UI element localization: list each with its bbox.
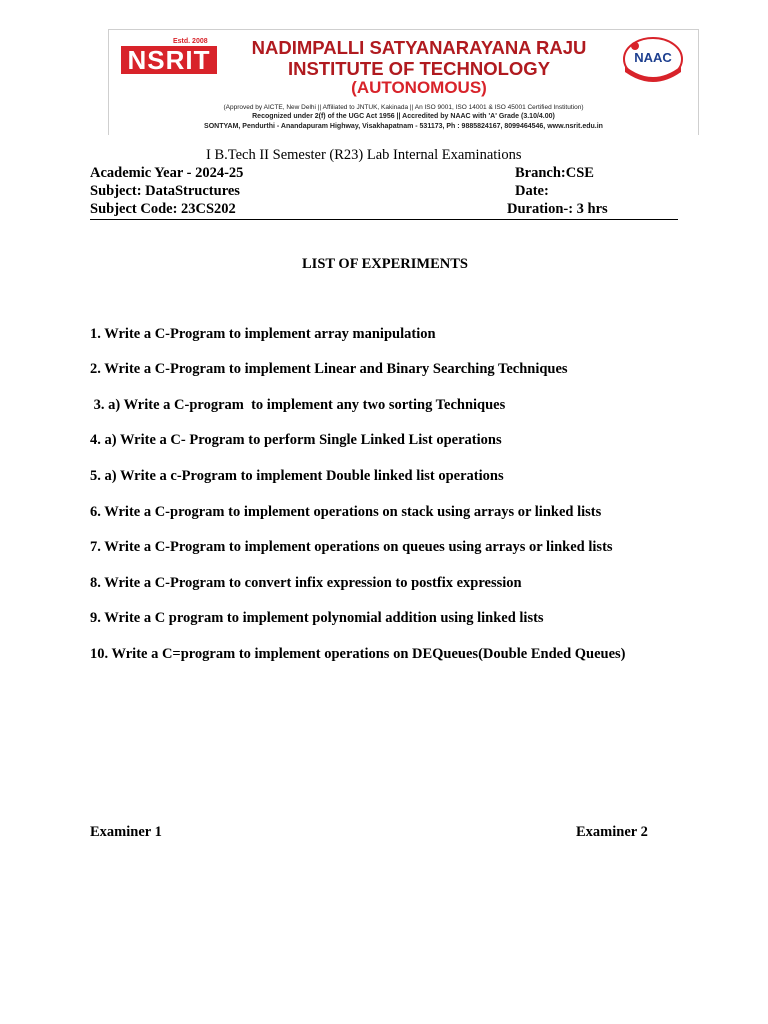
experiment-item: 9. Write a C program to implement polynomial addition using linked lists bbox=[90, 610, 544, 626]
examiner-1-signature: Examiner 1 bbox=[90, 824, 162, 840]
experiment-item: 2. Write a C-Program to implement Linear and Binary Searching Techniques bbox=[90, 361, 568, 377]
autonomous-label: (AUTONOMOUS) bbox=[351, 78, 487, 97]
experiment-item: 6. Write a C-program to implement operations on stack using arrays or linked lists bbox=[90, 504, 602, 520]
experiment-item: 4. a) Write a C- Program to perform Single Linked List operations bbox=[90, 432, 502, 448]
experiment-item: 1. Write a C-Program to implement array manipulation bbox=[90, 326, 436, 342]
institution-banner bbox=[108, 29, 699, 135]
naac-text: NAAC bbox=[634, 50, 672, 65]
approval-line: (Approved by AICTE, New Delhi || Affiliated to JNTUK, Kakinada || An ISO 9001, ISO 14001 & ISO 45001 Certified Institution) bbox=[223, 104, 584, 111]
subject-code: Subject Code: 23CS202 bbox=[90, 201, 236, 217]
exam-date: Date: bbox=[515, 183, 549, 199]
institution-name-line1: NADIMPALLI SATYANARAYANA RAJU bbox=[251, 37, 587, 58]
recognition-line: Recognized under 2(f) of the UGC Act 1956 || Accredited by NAAC with 'A' Grade (3.10/4.00) bbox=[252, 113, 555, 120]
experiment-item: 7. Write a C-Program to implement operations on queues using arrays or linked lists bbox=[90, 539, 613, 555]
experiment-item: 3. a) Write a C-program to implement any two sorting Techniques bbox=[90, 397, 506, 413]
academic-year: Academic Year - 2024-25 bbox=[90, 165, 244, 181]
logo-text: NSRIT bbox=[121, 46, 217, 74]
experiment-item: 5. a) Write a c-Program to implement Double linked list operations bbox=[90, 468, 504, 484]
experiment-item: 8. Write a C-Program to convert infix expression to postfix expression bbox=[90, 575, 522, 591]
experiment-item: 10. Write a C=program to implement operations on DEQueues(Double Ended Queues) bbox=[90, 646, 626, 662]
logo-estd: Estd. 2008 bbox=[173, 38, 208, 45]
list-heading: LIST OF EXPERIMENTS bbox=[302, 256, 468, 272]
examiner-2-signature: Examiner 2 bbox=[576, 824, 648, 840]
exam-title: I B.Tech II Semester (R23) Lab Internal Examinations bbox=[206, 147, 522, 163]
naac-logo bbox=[622, 36, 684, 82]
header-divider bbox=[90, 219, 678, 220]
institution-name bbox=[219, 37, 619, 79]
branch: Branch:CSE bbox=[515, 165, 594, 181]
address-line: SONTYAM, Pendurthi - Anandapuram Highway, Visakhapatnam - 531173, Ph : 9885824167, 8099464546, www.nsrit.edu.in bbox=[204, 123, 603, 130]
subject: Subject: DataStructures bbox=[90, 183, 240, 199]
institution-name-line2: INSTITUTE OF TECHNOLOGY bbox=[287, 58, 551, 79]
duration: Duration-: 3 hrs bbox=[507, 201, 608, 217]
naac-emblem-icon bbox=[622, 36, 684, 82]
naac-grade: 'A' GRADE bbox=[640, 70, 666, 76]
nsrit-logo bbox=[121, 38, 217, 78]
